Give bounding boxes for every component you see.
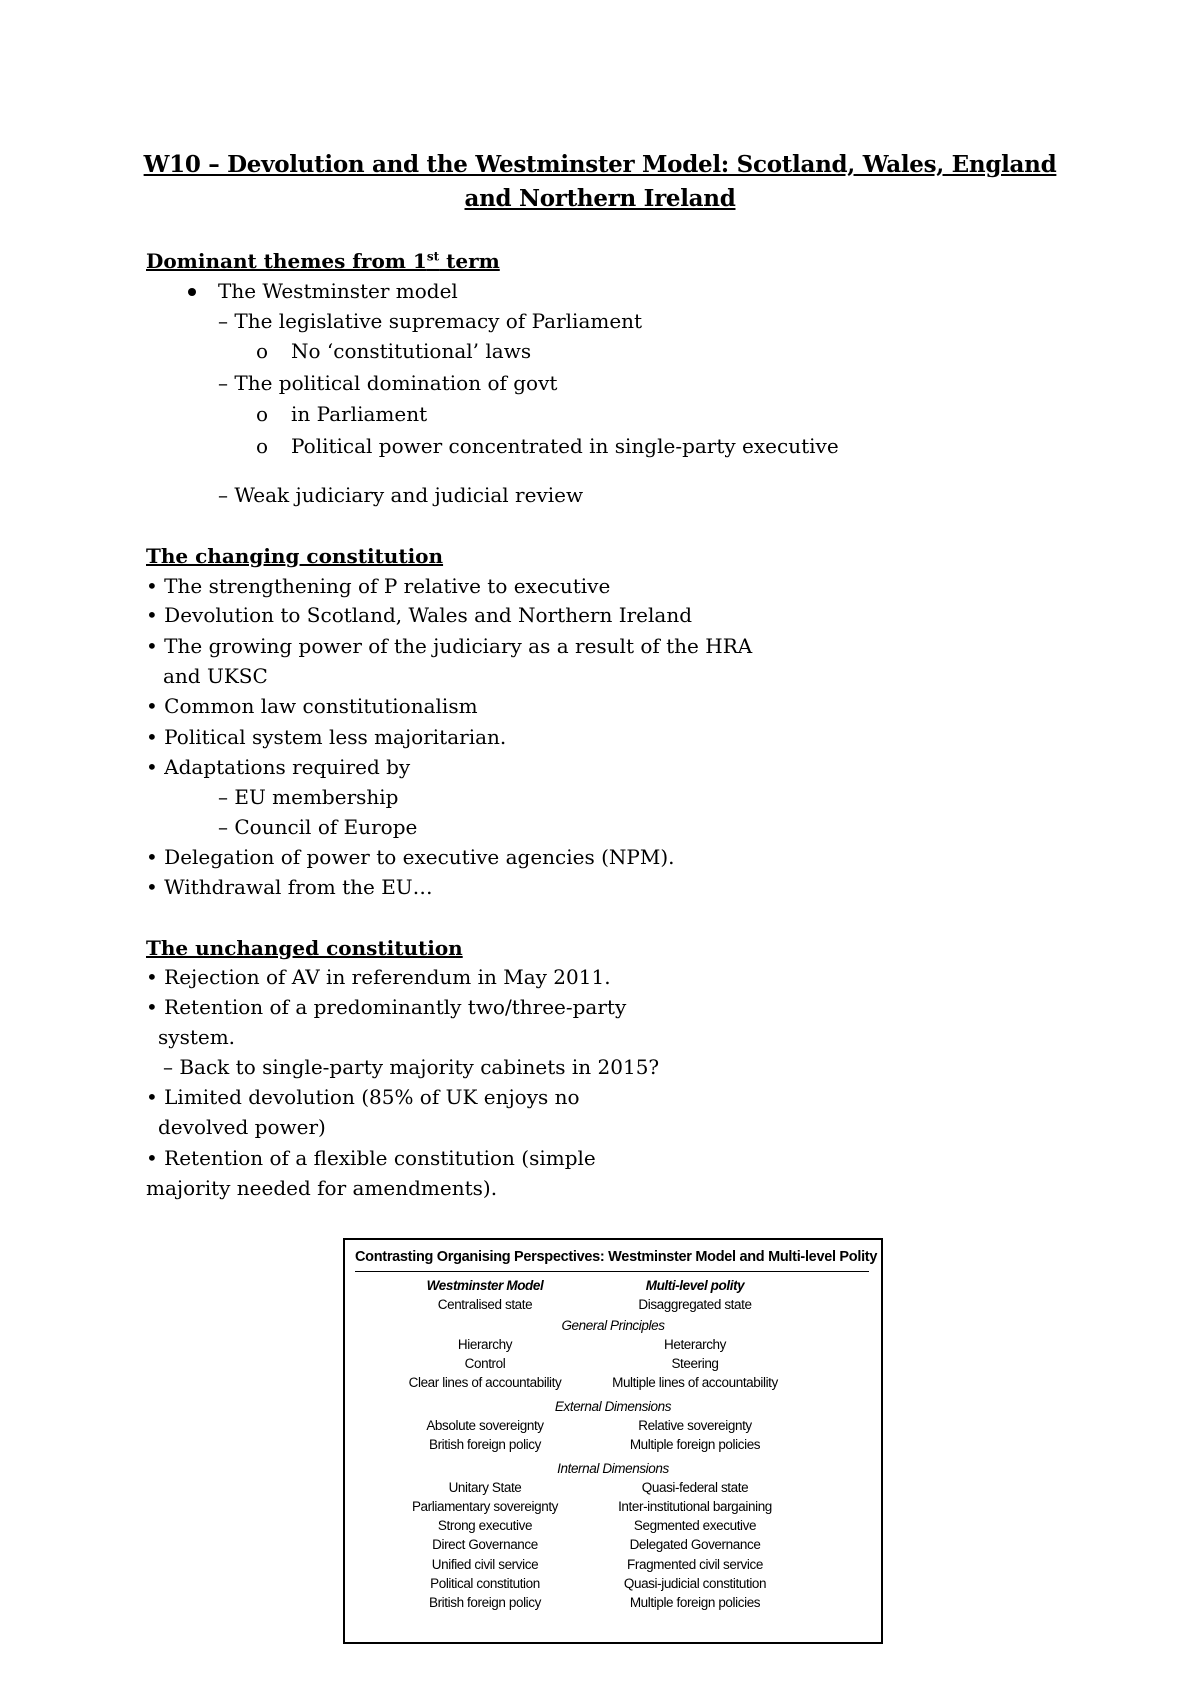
list-item: Political power concentrated in single-party executive [291, 434, 839, 458]
sub-marker: o [256, 434, 269, 458]
table-cell: Unified civil service [431, 1557, 539, 1572]
list-item: • The growing power of the judiciary as a result of the HRA [146, 634, 753, 658]
table-cell: Inter-institutional bargaining [618, 1499, 772, 1514]
section-heading-dominant-themes: Dominant themes from 1st term [146, 249, 500, 273]
sub-marker: o [256, 402, 269, 426]
list-item: No ‘constitutional’ laws [291, 339, 532, 363]
table-cell: Quasi-federal state [641, 1480, 749, 1495]
table-cell: Disaggregated state [638, 1297, 752, 1312]
list-item: • The strengthening of P relative to executive [146, 574, 611, 598]
column-header-westminster: Westminster Model [426, 1278, 544, 1293]
section-heading-unchanged-constitution: The unchanged constitution [146, 936, 463, 960]
list-item: • Rejection of AV in referendum in May 2011. [146, 965, 611, 989]
section-label: General Principles [561, 1318, 665, 1333]
table-cell: Direct Governance [432, 1537, 538, 1552]
divider [355, 1271, 869, 1272]
table-cell: Strong executive [437, 1518, 533, 1533]
table-cell: Unitary State [448, 1480, 522, 1495]
table-cell: Centralised state [437, 1297, 533, 1312]
list-item: and UKSC [163, 664, 268, 688]
list-item: • Common law constitutionalism [146, 694, 478, 718]
list-item: • Limited devolution (85% of UK enjoys no [146, 1085, 580, 1109]
list-item: The Westminster model [218, 279, 458, 303]
table-cell: Hierarchy [457, 1337, 513, 1352]
table-cell: Absolute sovereignty [426, 1418, 544, 1433]
list-item: • Retention of a predominantly two/three-party [146, 995, 627, 1019]
table-cell: Multiple foreign policies [629, 1595, 761, 1610]
list-item: majority needed for amendments). [146, 1176, 498, 1200]
list-item: – Weak judiciary and judicial review [218, 483, 584, 507]
list-item: – Back to single-party majority cabinets in 2015? [163, 1055, 660, 1079]
table-cell: British foreign policy [428, 1437, 541, 1452]
table-cell: Relative sovereignty [638, 1418, 752, 1433]
list-item: – Council of Europe [218, 815, 418, 839]
list-item: • Political system less majoritarian. [146, 725, 507, 749]
figure-title: Contrasting Organising Perspectives: Westminster Model and Multi-level Polity [355, 1249, 878, 1265]
table-cell: British foreign policy [428, 1595, 541, 1610]
section-label: External Dimensions [554, 1399, 672, 1414]
table-cell: Parliamentary sovereignty [411, 1499, 559, 1514]
table-cell: Heterarchy [663, 1337, 727, 1352]
table-cell: Delegated Governance [629, 1537, 761, 1552]
list-item: • Devolution to Scotland, Wales and Northern Ireland [146, 603, 693, 627]
title-line-1: W10 – Devolution and the Westminster Model: Scotland, Wales, England [143, 151, 1057, 178]
table-cell: Segmented executive [633, 1518, 757, 1533]
list-item: – EU membership [218, 785, 399, 809]
page-title [140, 148, 1060, 216]
table-cell: Steering [671, 1356, 719, 1371]
table-cell: Multiple foreign policies [629, 1437, 761, 1452]
sub-marker: o [256, 339, 269, 363]
section-label: Internal Dimensions [557, 1461, 669, 1476]
list-item: system. [158, 1025, 236, 1049]
list-item: • Withdrawal from the EU… [146, 875, 433, 899]
column-header-multi-level: Multi-level polity [645, 1278, 745, 1293]
list-item: • Adaptations required by [146, 755, 411, 779]
table-cell: Multiple lines of accountability [612, 1375, 778, 1390]
list-item: devolved power) [158, 1115, 326, 1139]
title-line-2: and Northern Ireland [464, 185, 736, 212]
table-cell: Control [464, 1356, 506, 1371]
bullet-dot-icon [188, 288, 196, 296]
table-cell: Clear lines of accountability [408, 1375, 562, 1390]
comparison-table-figure [343, 1238, 883, 1644]
table-cell: Political constitution [430, 1576, 540, 1591]
table-cell: Quasi-judicial constitution [623, 1576, 767, 1591]
list-item: in Parliament [291, 402, 428, 426]
list-item: – The legislative supremacy of Parliament [218, 309, 643, 333]
table-cell: Fragmented civil service [627, 1557, 763, 1572]
section-heading-changing-constitution: The changing constitution [146, 544, 444, 568]
list-item: – The political domination of govt [218, 371, 558, 395]
list-item: • Retention of a flexible constitution (simple [146, 1146, 596, 1170]
list-item: • Delegation of power to executive agencies (NPM). [146, 845, 675, 869]
